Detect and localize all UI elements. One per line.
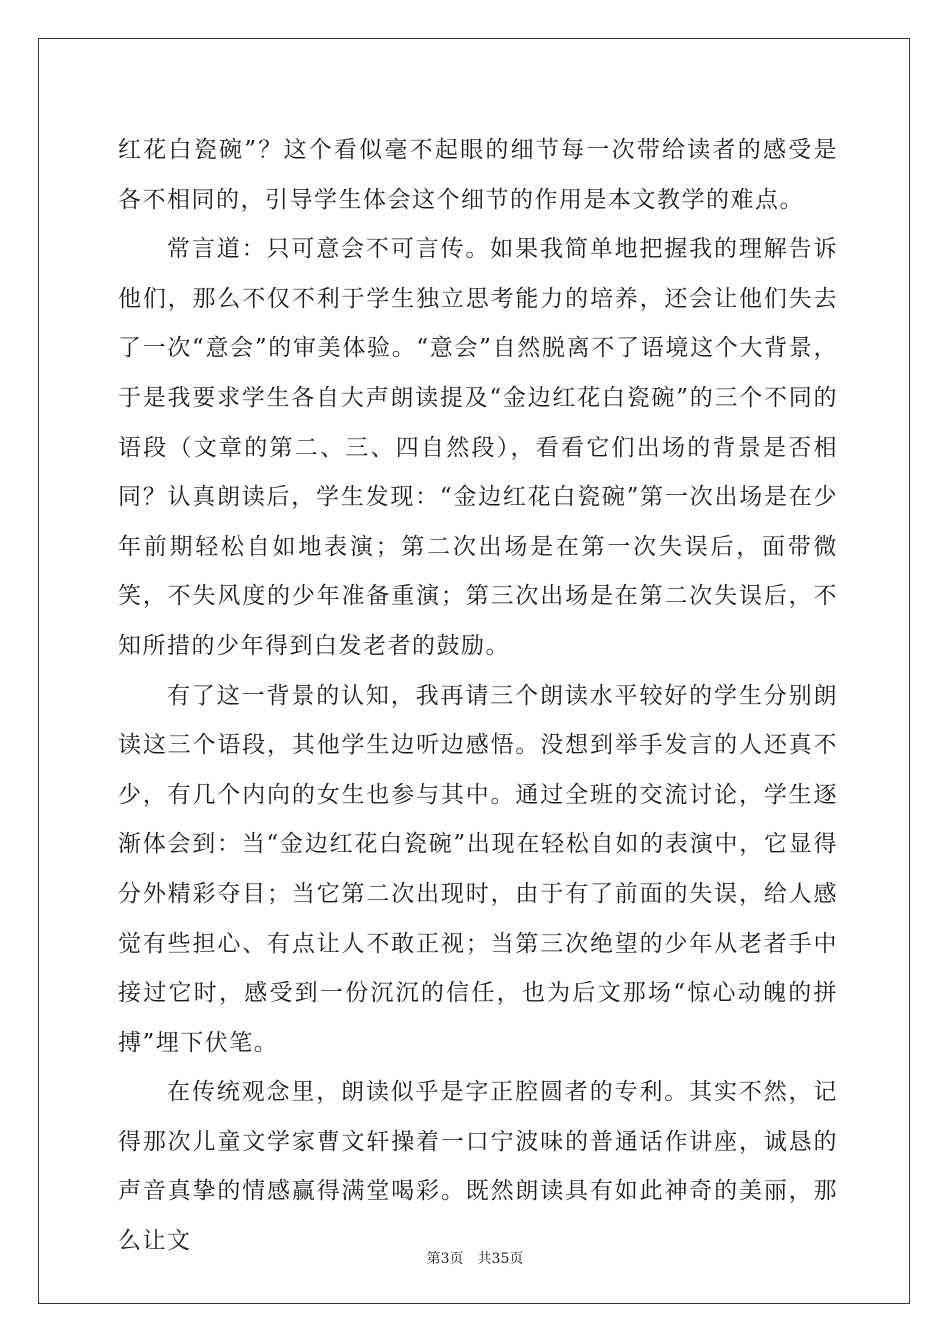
paragraph-1: 红花白瓷碗”？这个看似毫不起眼的细节每一次带给读者的感受是各不相同的，引导学生体会这个细节的作用是本文教学的难点。 [118, 137, 838, 213]
document-body [118, 126, 838, 1267]
paragraph-3: 有了这一背景的认知，我再请三个朗读水平较好的学生分别朗读这三个语段，其他学生边听边感悟。没想到举手发言的人还真不少，有几个内向的女生也参与其中。通过全班的交流讨论，学生逐渐体会到：当“金边红花白瓷碗”出现在轻松自如的表演中，它显得分外精彩夺目；当它第二次出现时，由于有了前面的失误，给人感觉有些担心、有点让人不敢正视；当第三次绝望的少年从老者手中接过它时，感受到一份沉沉的信任，也为后文那场“惊心动魄的拼搏”埋下伏笔。 [118, 682, 838, 1056]
paragraph-4: 在传统观念里，朗读似乎是字正腔圆者的专利。其实不然，记得那次儿童文学家曹文轩操着一口宁波味的普通话作讲座，诚恳的声音真挚的情感赢得满堂喝彩。既然朗读具有如此神奇的美丽，那么让文 [118, 1079, 838, 1255]
page-footer [0, 1248, 950, 1268]
page-total: 共35页 [477, 1251, 524, 1267]
paragraph-2: 常言道：只可意会不可言传。如果我简单地把握我的理解告诉他们，那么不仅不利于学生独立思考能力的培养，还会让他们失去了一次“意会”的审美体验。“意会”自然脱离不了语境这个大背景，于是我要求学生各自大声朗读提及“金边红花白瓷碗”的三个不同的语段（文章的第二、三、四自然段），看看它们出场的背景是否相同？认真朗读后，学生发现：“金边红花白瓷碗”第一次出场是在少年前期轻松自如地表演；第二次出场是在第一次失误后，面带微笑，不失风度的少年准备重演；第三次出场是在第二次失误后，不知所措的少年得到白发老者的鼓励。 [118, 236, 838, 659]
page-number: 第3页 [426, 1251, 464, 1267]
